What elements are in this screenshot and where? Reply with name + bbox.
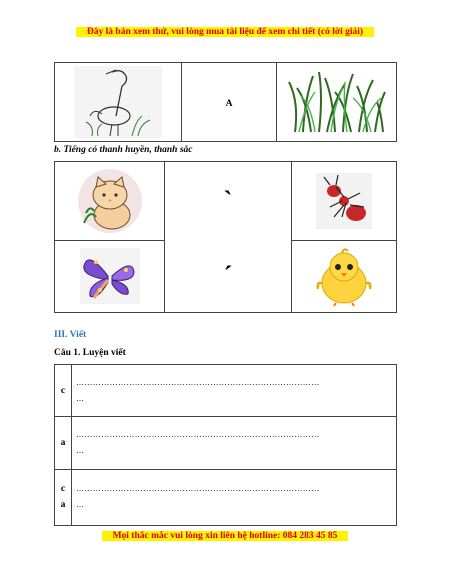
row-label: c a — [55, 469, 72, 525]
ant-image — [314, 171, 374, 231]
picture-table-b — [54, 161, 397, 313]
acute-accent-mark: ´ — [223, 261, 233, 290]
crane-cell — [55, 63, 182, 142]
cat-cell — [55, 162, 165, 241]
dotted-line: …………………………………………………………………………… — [76, 429, 320, 439]
picture-table-a — [54, 62, 397, 142]
letter-cell — [182, 63, 277, 142]
writing-practice-table — [54, 364, 397, 526]
butterfly-image — [78, 246, 142, 306]
butterfly-cell — [55, 240, 165, 312]
writing-lines — [72, 365, 397, 417]
chick-cell — [292, 240, 397, 312]
crane-drawing — [72, 64, 164, 140]
writing-row — [55, 365, 397, 417]
section-iii-title: III. Viết — [54, 330, 87, 340]
writing-lines — [72, 469, 397, 525]
dotted-line-end: … — [76, 445, 85, 455]
dotted-line: …………………………………………………………………………… — [76, 377, 320, 387]
grass-image — [285, 70, 389, 134]
dotted-line-end: … — [76, 500, 85, 510]
row-label: a — [55, 417, 72, 469]
question-1-title: Câu 1. Luyện viết — [54, 348, 126, 358]
dotted-line: …………………………………………………………………………… — [76, 484, 320, 494]
writing-row — [55, 417, 397, 469]
chick-image — [312, 245, 376, 307]
ant-cell — [292, 162, 397, 241]
tone-marks-cell — [165, 162, 292, 313]
row-label: c — [55, 365, 72, 417]
dotted-line-end: … — [76, 393, 85, 403]
letter-a: A — [225, 99, 233, 109]
grave-accent-mark: ` — [223, 186, 233, 215]
section-b-caption: b. Tiếng có thanh huyền, thanh sắc — [54, 145, 193, 155]
grass-cell — [277, 63, 397, 142]
writing-row — [55, 469, 397, 525]
hotline-notice: Mọi thắc mắc vui lòng xin liên hệ hotline: 084 283 45 85 — [102, 531, 348, 541]
cat-image — [74, 167, 146, 235]
preview-notice: Đây là bản xem thử, vui lòng mua tài liệu để xem chi tiết (có lời giải) — [76, 27, 374, 37]
writing-lines — [72, 417, 397, 469]
